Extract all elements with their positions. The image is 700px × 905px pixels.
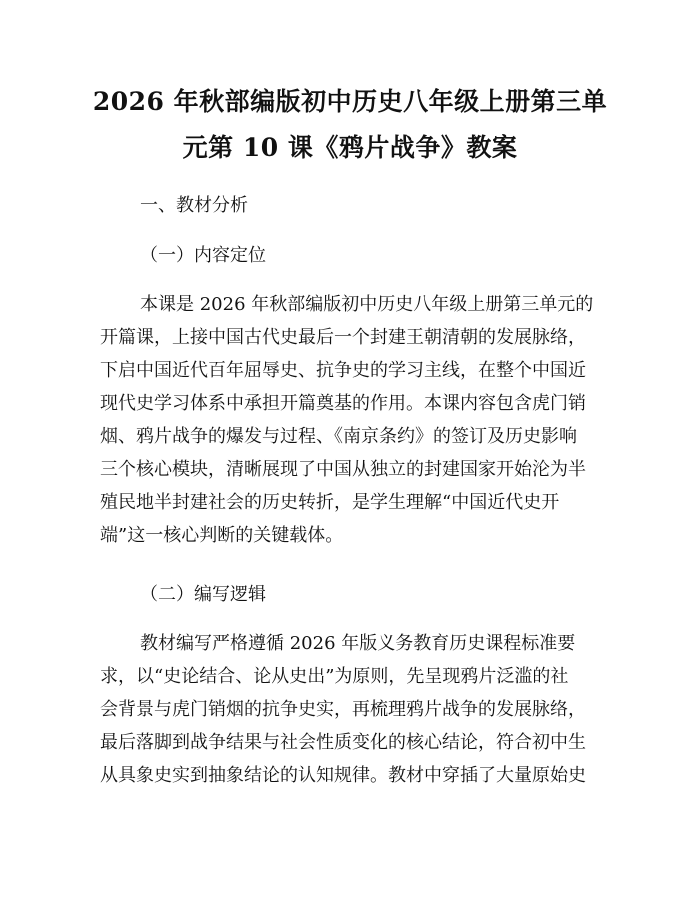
paragraph-line: 现代史学习体系中承担开篇奠基的作用。本课内容包含虎门销 — [100, 393, 586, 414]
document-title-line-2: 元第 10 课《鸦片战争》教案 — [182, 133, 518, 162]
section-heading-textbook-analysis: 一、教材分析 — [140, 195, 248, 216]
paragraph-line: 开篇课，上接中国古代史最后一个封建王朝清朝的发展脉络， — [100, 327, 586, 348]
paragraph-line: 殖民地半封建社会的历史转折，是学生理解“中国近代史开 — [100, 492, 560, 513]
paragraph-line: 从具象史实到抽象结论的认知规律。教材中穿插了大量原始史 — [100, 765, 586, 786]
subsection-heading-writing-logic: （二）编写逻辑 — [140, 584, 266, 605]
subsection-heading-content-positioning: （一）内容定位 — [140, 245, 266, 266]
paragraph-line: 本课是 2026 年秋部编版初中历史八年级上册第三单元的 — [140, 294, 594, 315]
paragraph-line: 下启中国近代百年屈辱史、抗争史的学习主线，在整个中国近 — [100, 360, 586, 381]
paragraph-line: 最后落脚到战争结果与社会性质变化的核心结论，符合初中生 — [100, 732, 586, 753]
paragraph-line: 会背景与虎门销烟的抗争史实，再梳理鸦片战争的发展脉络， — [100, 699, 586, 720]
paragraph-line: 烟、鸦片战争的爆发与过程、《南京条约》的签订及历史影响 — [100, 426, 577, 447]
paragraph-line: 三个核心模块，清晰展现了中国从独立的封建国家开始沦为半 — [100, 459, 586, 480]
paragraph-line: 端”这一核心判断的关键载体。 — [100, 525, 344, 546]
paragraph-line: 教材编写严格遵循 2026 年版义务教育历史课程标准要 — [140, 633, 576, 654]
document-title-line-1: 2026 年秋部编版初中历史八年级上册第三单 — [92, 87, 608, 116]
paragraph-line: 求，以“史论结合、论从史出”为原则，先呈现鸦片泛滥的社 — [100, 666, 569, 687]
